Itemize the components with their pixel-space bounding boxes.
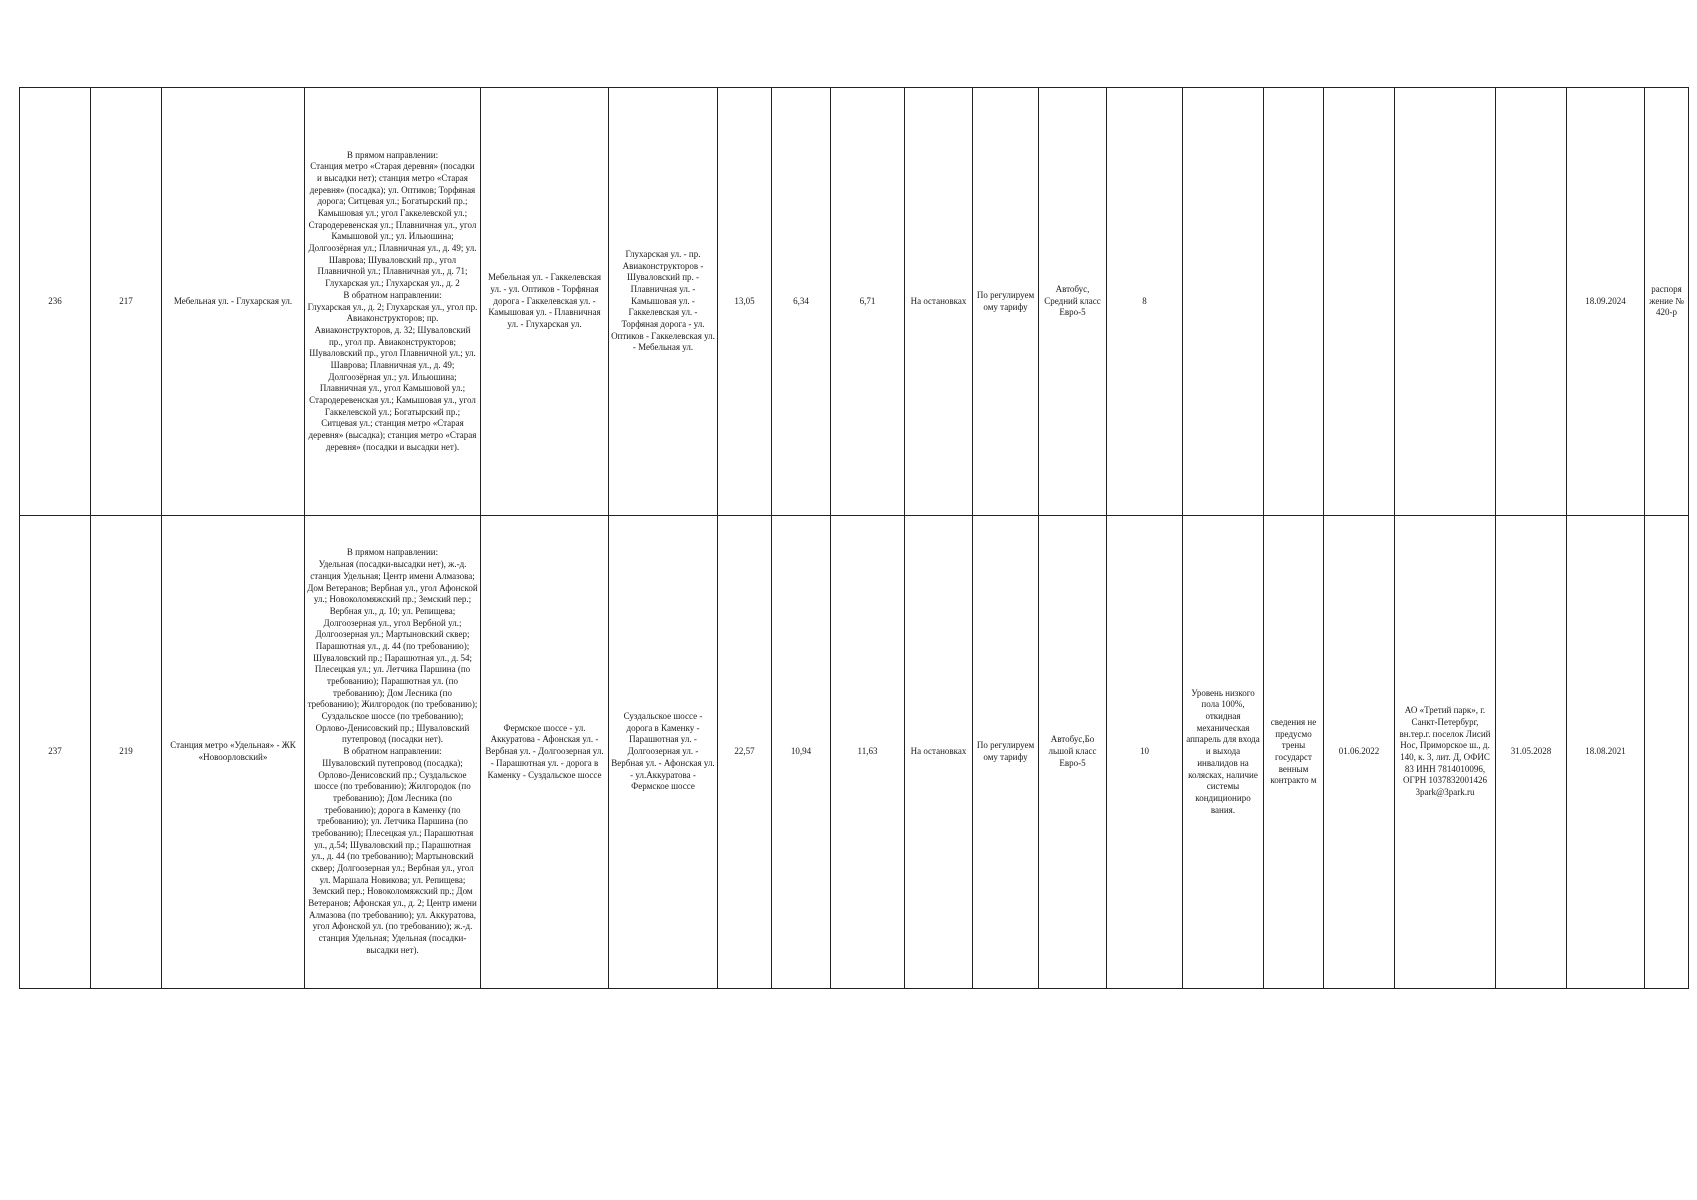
date-start-cell xyxy=(1324,88,1395,516)
streets-backward-cell: Суздальское шоссе - дорога в Каменку - Парашютная ул. - Долгоозерная ул. - Вербная ул. - Афонская ул. - ул.Аккуратова - Фермское шоссе xyxy=(609,516,718,989)
row-number-cell: 236 xyxy=(20,88,91,516)
table-row xyxy=(20,88,1689,516)
route-name-cell: Мебельная ул. - Глухарская ул. xyxy=(162,88,305,516)
vehicle-count-cell: 8 xyxy=(1107,88,1183,516)
stops-list-cell xyxy=(305,516,481,989)
date-change-cell: 18.08.2021 xyxy=(1567,516,1645,989)
note-cell: распоря жение № 420-р xyxy=(1645,88,1689,516)
stops-order-cell: На остановках xyxy=(905,516,973,989)
characteristics-cell xyxy=(1183,88,1264,516)
streets-forward-cell: Мебельная ул. - Гаккелевская ул. - ул. Оптиков - Торфяная дорога - Гаккелевская ул. - Камышовая ул. - Плавничная ул. - Глухарская ул. xyxy=(481,88,609,516)
registry-table xyxy=(19,87,1689,989)
stops-order-cell: На остановках xyxy=(905,88,973,516)
date-change-cell: 18.09.2024 xyxy=(1567,88,1645,516)
route-name-cell: Станция метро «Удельная» - ЖК «Новоорловский» xyxy=(162,516,305,989)
vehicle-count-cell: 10 xyxy=(1107,516,1183,989)
row-number-cell: 237 xyxy=(20,516,91,989)
streets-backward-cell: Глухарская ул. - пр. Авиаконструкторов - Шуваловский пр. - Плавничная ул. - Камышовая ул. - Гаккелевская ул. - Торфяная дорога - ул. Оптиков - Гаккелевская ул. - Мебельная ул. xyxy=(609,88,718,516)
date-end-cell: 31.05.2028 xyxy=(1496,516,1567,989)
stops-list-text: В прямом направлении: Удельная (посадки-высадки нет), ж.-д. станция Удельная; Центр имени Алмазова; Дом Ветеранов; Вербная ул., угол Афонской ул.; Новоколомяжский пр.; Земский пер.; Вербная ул., д. 10; ул. Репищева; Долгоозерная ул., угол Вербной ул.; Долгоозерная ул.; Мартыновский сквер; Парашютная ул., д. 44 (по требованию); Шуваловский пр.; Парашютная ул., д. 54; Плесецкая ул.; ул. Летчика Паршина (по требованию); Парашютная ул. (по требованию); Дом Лесника (по требованию); Жилгородок (по требованию); Суздальское шоссе (по требованию); Орлово-Денисовский пр.; Шуваловский путепровод (посадки нет). В обратном направлении: Шуваловский путепровод (посадка); Орлово-Денисовский пр.; Суздальское шоссе (по требованию); Жилгородок (по требованию); Дом Лесника (по требованию); дорога в Каменку (по требованию); ул. Летчика Паршина (по требованию); Плесецкая ул.; Парашютная ул., д.54; Шуваловский пр.; Парашютная ул., д. 44 (по требованию); Мартыновский сквер; Долгоозерная ул.; Вербная ул., угол ул. Маршала Новикова; ул. Репищева; Земский пер.; Новоколомяжский пр.; Дом Ветеранов; Афонская ул., д. 2; Центр имени Алмазова (по требованию); ул. Аккуратова, угол Афонской ул. (по требованию); ж.-д. станция Удельная; Удельная (посадки-высадки нет). xyxy=(307,547,478,955)
stops-list-cell xyxy=(305,88,481,516)
tariff-cell: По регулируем ому тарифу xyxy=(973,88,1039,516)
characteristics-cell: Уровень низкого пола 100%, откидная механическая аппарель для входа и выхода инвалидов на колясках, наличие системы кондициониро вания. xyxy=(1183,516,1264,989)
route-number-cell: 217 xyxy=(91,88,162,516)
contract-cell: сведения не предусмо трены государст венным контракто м xyxy=(1264,516,1324,989)
length-total-cell: 13,05 xyxy=(718,88,772,516)
note-cell xyxy=(1645,516,1689,989)
tariff-cell: По регулируем ому тарифу xyxy=(973,516,1039,989)
length-backward-cell: 11,63 xyxy=(831,516,905,989)
vehicle-cell: Автобус, Средний класс Евро-5 xyxy=(1039,88,1107,516)
stops-list-text: В прямом направлении: Станция метро «Старая деревня» (посадки и высадки нет); станция метро «Старая деревня» (посадка); ул. Оптиков; Торфяная дорога; Ситцевая ул.; Богатырский пр.; Камышовая ул.; угол Гаккелевской ул.; Стародеревенская ул.; Плавничная ул., угол Камышовой ул.; ул. Ильюшина; Долгоозёрная ул.; Плавничная ул., д. 49; ул. Шаврова; Шуваловский пр., угол Плавничной ул.; Плавничная ул., д. 71; Глухарская ул.; Глухарская ул., д. 2 В обратном направлении: Глухарская ул., д. 2; Глухарская ул., угол пр. Авиаконструкторов; пр. Авиаконструкторов, д. 32; Шуваловский пр., угол пр. Авиаконструкторов; Шуваловский пр., угол Плавничной ул.; ул. Шаврова; Плавничная ул., д. 49; Долгоозёрная ул.; ул. Ильюшина; Плавничная ул., угол Камышовой ул.; Стародеревенская ул.; Камышовая ул., угол Гаккелевской ул.; Богатырский пр.; Ситцевая ул.; станция метро «Старая деревня» (высадка); станция метро «Старая деревня» (посадки и высадки нет). xyxy=(307,149,478,452)
route-number-cell: 219 xyxy=(91,516,162,989)
length-forward-cell: 10,94 xyxy=(772,516,831,989)
contract-cell xyxy=(1264,88,1324,516)
length-forward-cell: 6,34 xyxy=(772,88,831,516)
table-row xyxy=(20,516,1689,989)
length-backward-cell: 6,71 xyxy=(831,88,905,516)
date-end-cell xyxy=(1496,88,1567,516)
carrier-cell: АО «Третий парк», г. Санкт-Петербург, вн.тер.г. поселок Лисий Нос, Приморское ш., д. 140, к. 3, лит. Д, ОФИС 83 ИНН 7814010096, ОГРН 1037832001426 3park@3park.ru xyxy=(1395,516,1496,989)
streets-forward-cell: Фермское шоссе - ул. Аккуратова - Афонская ул. - Вербная ул. - Долгоозерная ул. - Парашютная ул. - дорога в Каменку - Суздальское шоссе xyxy=(481,516,609,989)
length-total-cell: 22,57 xyxy=(718,516,772,989)
vehicle-cell: Автобус,Бо льшой класс Евро-5 xyxy=(1039,516,1107,989)
date-start-cell: 01.06.2022 xyxy=(1324,516,1395,989)
carrier-cell xyxy=(1395,88,1496,516)
